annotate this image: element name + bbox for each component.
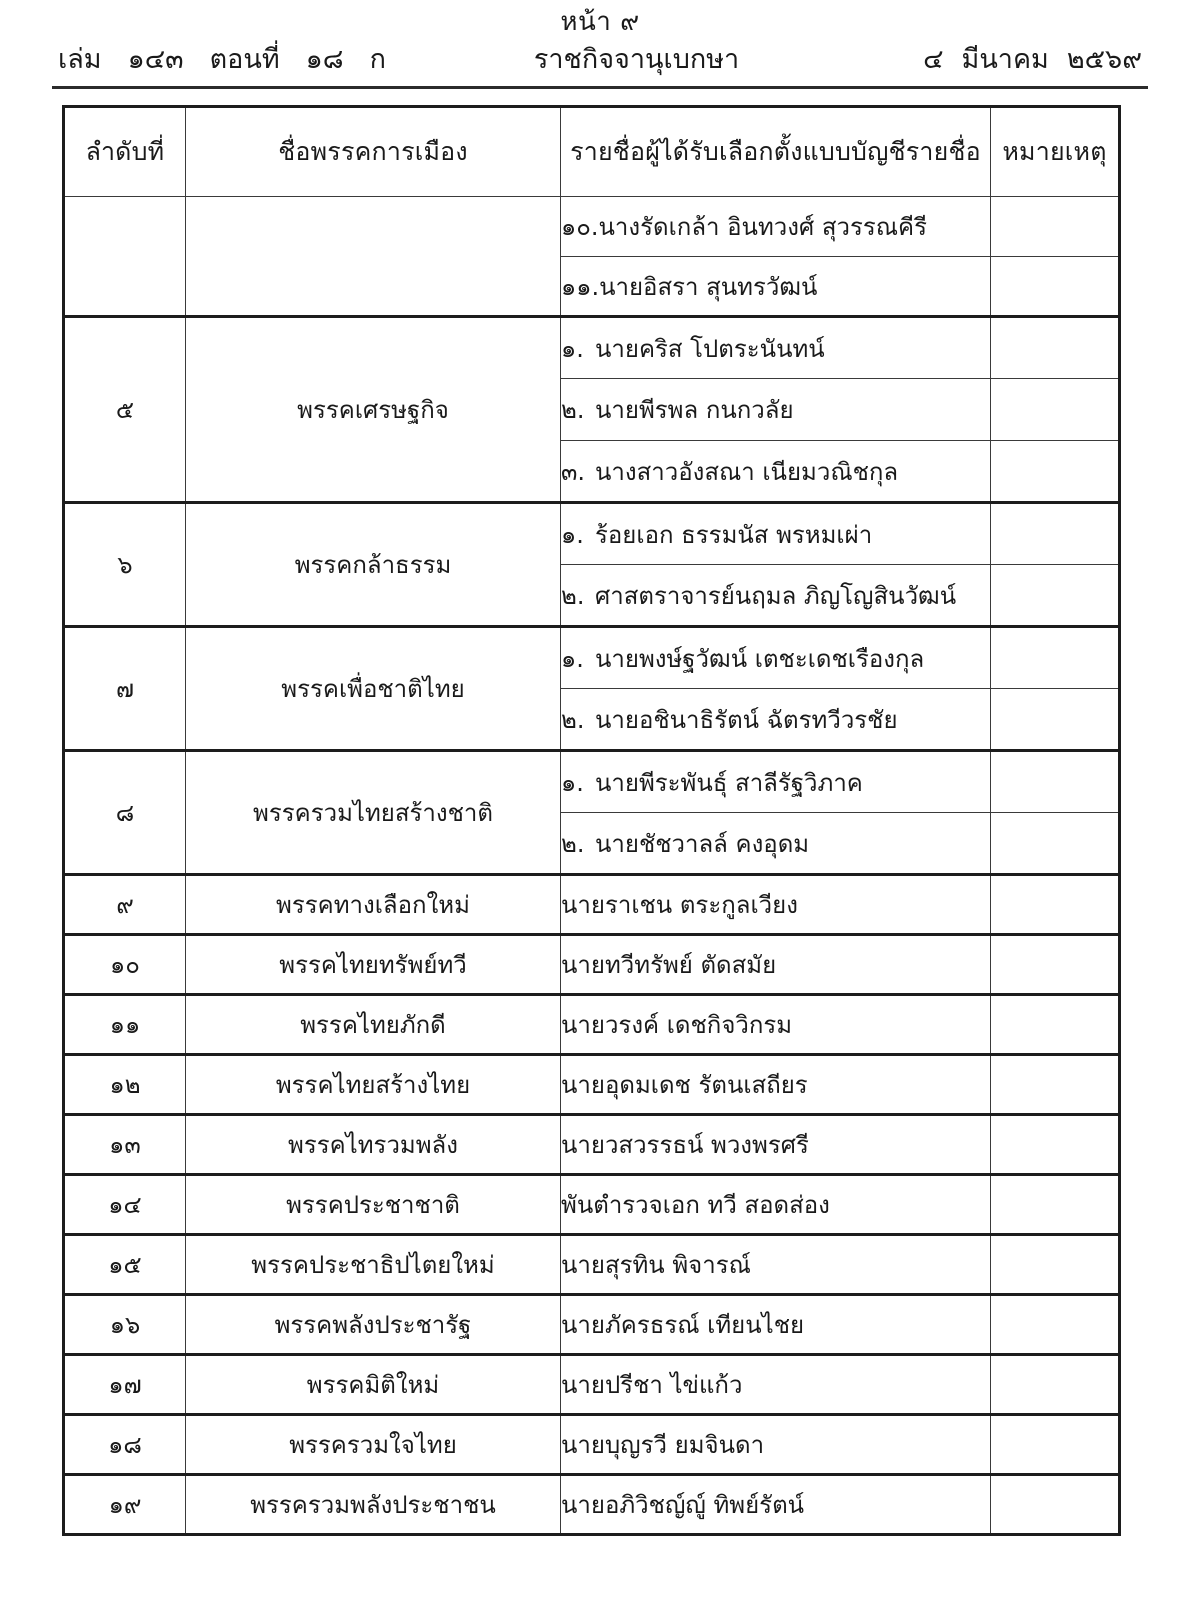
order-number: ๑๓: [109, 1131, 141, 1160]
candidate-name: นายชัชวาลล์ คงอุดม: [595, 829, 810, 858]
party-name: พรรคเศรษฐกิจ: [297, 396, 449, 425]
candidate-index: ๑.: [561, 334, 584, 363]
candidate-name-cell: [561, 751, 991, 813]
candidate-name: นายปรีชา ไข่แก้ว: [561, 1371, 743, 1400]
remark-cell: [991, 875, 1120, 935]
order-number: ๑๐: [110, 951, 140, 980]
order-cell: [64, 1295, 186, 1355]
remark-cell: [991, 935, 1120, 995]
remark-cell: [991, 1415, 1120, 1475]
party-name: พรรครวมพลังประชาชน: [250, 1491, 496, 1520]
order-cell: [64, 1175, 186, 1235]
section-number: ๑๘: [305, 43, 344, 75]
candidate-index: ๒.: [561, 396, 585, 425]
remark-cell: [991, 1235, 1120, 1295]
remark-cell: [991, 995, 1120, 1055]
remark-cell: [991, 1295, 1120, 1355]
party-name: พรรคไทรวมพลัง: [288, 1131, 458, 1160]
candidate-name-cell: [561, 627, 991, 689]
candidate-index: ๑.: [561, 768, 584, 797]
remark-cell: [991, 441, 1120, 503]
candidate-name: นายอภิวิชญ์ญู์ ทิพย์รัตน์: [561, 1491, 805, 1520]
order-cell: [64, 1415, 186, 1475]
remark-cell: [991, 565, 1120, 627]
candidate-name-cell: [561, 813, 991, 875]
candidate-name: นายอชินาธิรัตน์ ฉัตรทวีวรชัย: [595, 705, 898, 734]
order-number: ๗: [115, 675, 135, 704]
column-header-remark: หมายเหตุ: [991, 107, 1120, 197]
candidate-name: นางสาวอังสณา เนียมวณิชกุล: [595, 457, 899, 486]
candidate-name-cell: [561, 995, 991, 1055]
candidate-name-cell: [561, 935, 991, 995]
candidate-name-cell: [561, 197, 991, 257]
candidate-name-cell: [561, 317, 991, 379]
table-row: [64, 935, 1120, 995]
section-label: ตอนที่: [209, 43, 280, 75]
order-number: ๑๕: [108, 1251, 142, 1280]
candidate-name-cell: [561, 689, 991, 751]
order-cell: [64, 1115, 186, 1175]
candidate-name-cell: [561, 441, 991, 503]
order-number: ๑๙: [108, 1491, 142, 1520]
order-cell: [64, 317, 186, 503]
candidate-index: ๑.: [561, 520, 584, 549]
page-number: หน้า ๙: [560, 7, 640, 37]
candidate-name-cell: [561, 1355, 991, 1415]
remark-cell: [991, 1175, 1120, 1235]
candidate-name-cell: [561, 1055, 991, 1115]
remark-cell: [991, 197, 1120, 257]
remark-cell: [991, 689, 1120, 751]
party-name: พรรคทางเลือกใหม่: [276, 891, 470, 920]
header-divider: [52, 86, 1148, 89]
gazette-header-line: [0, 38, 1200, 76]
candidate-name: นายวรงค์ เดชกิจวิกรม: [561, 1011, 793, 1040]
section-class: ก: [369, 43, 386, 75]
candidate-index: ๑๑.: [561, 272, 600, 301]
remark-cell: [991, 257, 1120, 317]
candidate-name-cell: [561, 1295, 991, 1355]
party-name-cell: [186, 197, 561, 317]
remark-cell: [991, 1475, 1120, 1535]
gazette-volume-info: [58, 44, 386, 76]
table-row: [64, 1415, 1120, 1475]
order-number: ๖: [117, 551, 133, 580]
party-name-cell: [186, 1355, 561, 1415]
candidate-name-cell: [561, 503, 991, 565]
candidate-name: นายพีระพันธุ์ สาลีรัฐวิภาค: [595, 768, 863, 797]
party-name: พรรคกล้าธรรม: [294, 551, 452, 580]
remark-cell: [991, 317, 1120, 379]
candidate-name: นายคริส โปตระนันทน์: [595, 334, 825, 363]
party-name-cell: [186, 1295, 561, 1355]
order-cell: [64, 935, 186, 995]
candidate-name: ศาสตราจารย์นฤมล ภิญโญสินวัฒน์: [595, 581, 957, 610]
candidate-name-cell: [561, 875, 991, 935]
candidate-name-cell: [561, 1115, 991, 1175]
gazette-table-container: [0, 89, 1200, 1536]
volume-number: ๑๔๓: [127, 43, 184, 75]
date-month: มีนาคม: [961, 43, 1049, 75]
candidate-index: ๒.: [561, 705, 585, 734]
party-name-cell: [186, 1115, 561, 1175]
party-name-cell: [186, 1415, 561, 1475]
order-number: ๘: [115, 799, 135, 828]
party-name: พรรครวมใจไทย: [289, 1431, 457, 1460]
party-name-cell: [186, 1055, 561, 1115]
date-day: ๔: [923, 43, 944, 75]
party-name: พรรคไทยทรัพย์ทวี: [279, 951, 467, 980]
party-name-cell: [186, 317, 561, 503]
order-cell: [64, 1235, 186, 1295]
party-name: พรรคประชาชาติ: [286, 1191, 460, 1220]
candidate-name: พันตำรวจเอก ทวี สอดส่อง: [561, 1191, 830, 1220]
column-header-elected: รายชื่อผู้ได้รับเลือกตั้งแบบบัญชีรายชื่อ: [561, 107, 991, 197]
remark-cell: [991, 503, 1120, 565]
table-row: [64, 1115, 1120, 1175]
table-row: [64, 1175, 1120, 1235]
table-row: [64, 1295, 1120, 1355]
order-cell: [64, 751, 186, 875]
order-number: ๑๖: [109, 1311, 141, 1340]
party-name: พรรคไทยภักดี: [300, 1011, 446, 1040]
candidate-index: ๓.: [561, 457, 586, 486]
party-name: พรรคประชาธิปไตยใหม่: [251, 1251, 495, 1280]
remark-cell: [991, 1355, 1120, 1415]
order-number: ๑๑: [109, 1011, 141, 1040]
order-cell: [64, 197, 186, 317]
candidate-name: นายอิสรา สุนทรวัฒน์: [599, 272, 818, 301]
order-number: ๙: [116, 891, 134, 920]
candidate-name-cell: [561, 1415, 991, 1475]
table-row: [64, 995, 1120, 1055]
remark-cell: [991, 813, 1120, 875]
candidate-name: นายพีรพล กนกวลัย: [595, 396, 794, 425]
party-name-cell: [186, 1475, 561, 1535]
table-row: [64, 317, 1120, 379]
table-body: [64, 197, 1120, 1535]
remark-cell: [991, 379, 1120, 441]
candidate-name-cell: [561, 1175, 991, 1235]
remark-cell: [991, 751, 1120, 813]
order-number: ๑๒: [109, 1071, 141, 1100]
table-row: [64, 1055, 1120, 1115]
publication-date: [923, 44, 1142, 76]
order-cell: [64, 875, 186, 935]
candidate-index: ๒.: [561, 829, 585, 858]
publication-title: ราชกิจจานุเบกษา: [533, 43, 740, 75]
party-name-cell: [186, 875, 561, 935]
order-cell: [64, 1475, 186, 1535]
candidate-index: ๑๐.: [561, 213, 599, 242]
remark-cell: [991, 1055, 1120, 1115]
candidate-name: นายทวีทรัพย์ ตัดสมัย: [561, 951, 777, 980]
table-row: [64, 875, 1120, 935]
candidate-name: นายสุรทิน พิจารณ์: [561, 1251, 751, 1280]
candidate-name: นายพงษ์ฐวัฒน์ เตชะเดชเรืองกุล: [595, 644, 925, 673]
table-row: [64, 197, 1120, 257]
table-row: [64, 1475, 1120, 1535]
table-row: [64, 503, 1120, 565]
candidate-name: นายวสวรรธน์ พวงพรศรี: [561, 1131, 809, 1160]
table-head: [64, 107, 1120, 197]
party-name-cell: [186, 1235, 561, 1295]
party-name: พรรคพลังประชารัฐ: [274, 1311, 472, 1340]
order-cell: [64, 627, 186, 751]
remark-cell: [991, 1115, 1120, 1175]
candidate-name-cell: [561, 379, 991, 441]
remark-cell: [991, 627, 1120, 689]
elected-members-table: [62, 105, 1121, 1536]
party-name-cell: [186, 503, 561, 627]
order-cell: [64, 1355, 186, 1415]
candidate-name-cell: [561, 1235, 991, 1295]
order-cell: [64, 1055, 186, 1115]
party-name-cell: [186, 935, 561, 995]
candidate-name: นายอุดมเดช รัตนเสถียร: [561, 1071, 808, 1100]
page-header: [0, 0, 1200, 89]
candidate-name: นายราเชน ตระกูลเวียง: [561, 891, 798, 920]
volume-label: เล่ม: [58, 43, 102, 75]
column-header-order: ลำดับที่: [64, 107, 186, 197]
table-header-row: [64, 107, 1120, 197]
party-name-cell: [186, 751, 561, 875]
order-number: ๑๗: [108, 1371, 142, 1400]
party-name: พรรครวมไทยสร้างชาติ: [253, 799, 493, 828]
order-number: ๑๔: [108, 1191, 142, 1220]
table-row: [64, 1355, 1120, 1415]
candidate-name-cell: [561, 565, 991, 627]
candidate-name-cell: [561, 257, 991, 317]
party-name-cell: [186, 627, 561, 751]
candidate-name: นางรัดเกล้า อินทวงศ์ สุวรรณคีรี: [598, 213, 927, 242]
table-row: [64, 751, 1120, 813]
candidate-name: ร้อยเอก ธรรมนัส พรหมเผ่า: [595, 520, 873, 549]
party-name: พรรคไทยสร้างไทย: [275, 1071, 471, 1100]
order-number: ๑๘: [108, 1431, 142, 1460]
party-name: พรรคเพื่อชาติไทย: [281, 675, 465, 704]
candidate-index: ๑.: [561, 644, 584, 673]
table-row: [64, 1235, 1120, 1295]
candidate-index: ๒.: [561, 581, 585, 610]
table-row: [64, 627, 1120, 689]
column-header-party: ชื่อพรรคการเมือง: [186, 107, 561, 197]
order-number: ๕: [115, 396, 135, 425]
date-year: ๒๕๖๙: [1066, 43, 1142, 75]
candidate-name: นายบุญรวี ยมจินดา: [561, 1431, 765, 1460]
party-name-cell: [186, 995, 561, 1055]
party-name-cell: [186, 1175, 561, 1235]
party-name: พรรคมิติใหม่: [306, 1371, 440, 1400]
order-cell: [64, 995, 186, 1055]
order-cell: [64, 503, 186, 627]
candidate-name: นายภัครธรณ์ เทียนไชย: [561, 1311, 805, 1340]
candidate-name-cell: [561, 1475, 991, 1535]
